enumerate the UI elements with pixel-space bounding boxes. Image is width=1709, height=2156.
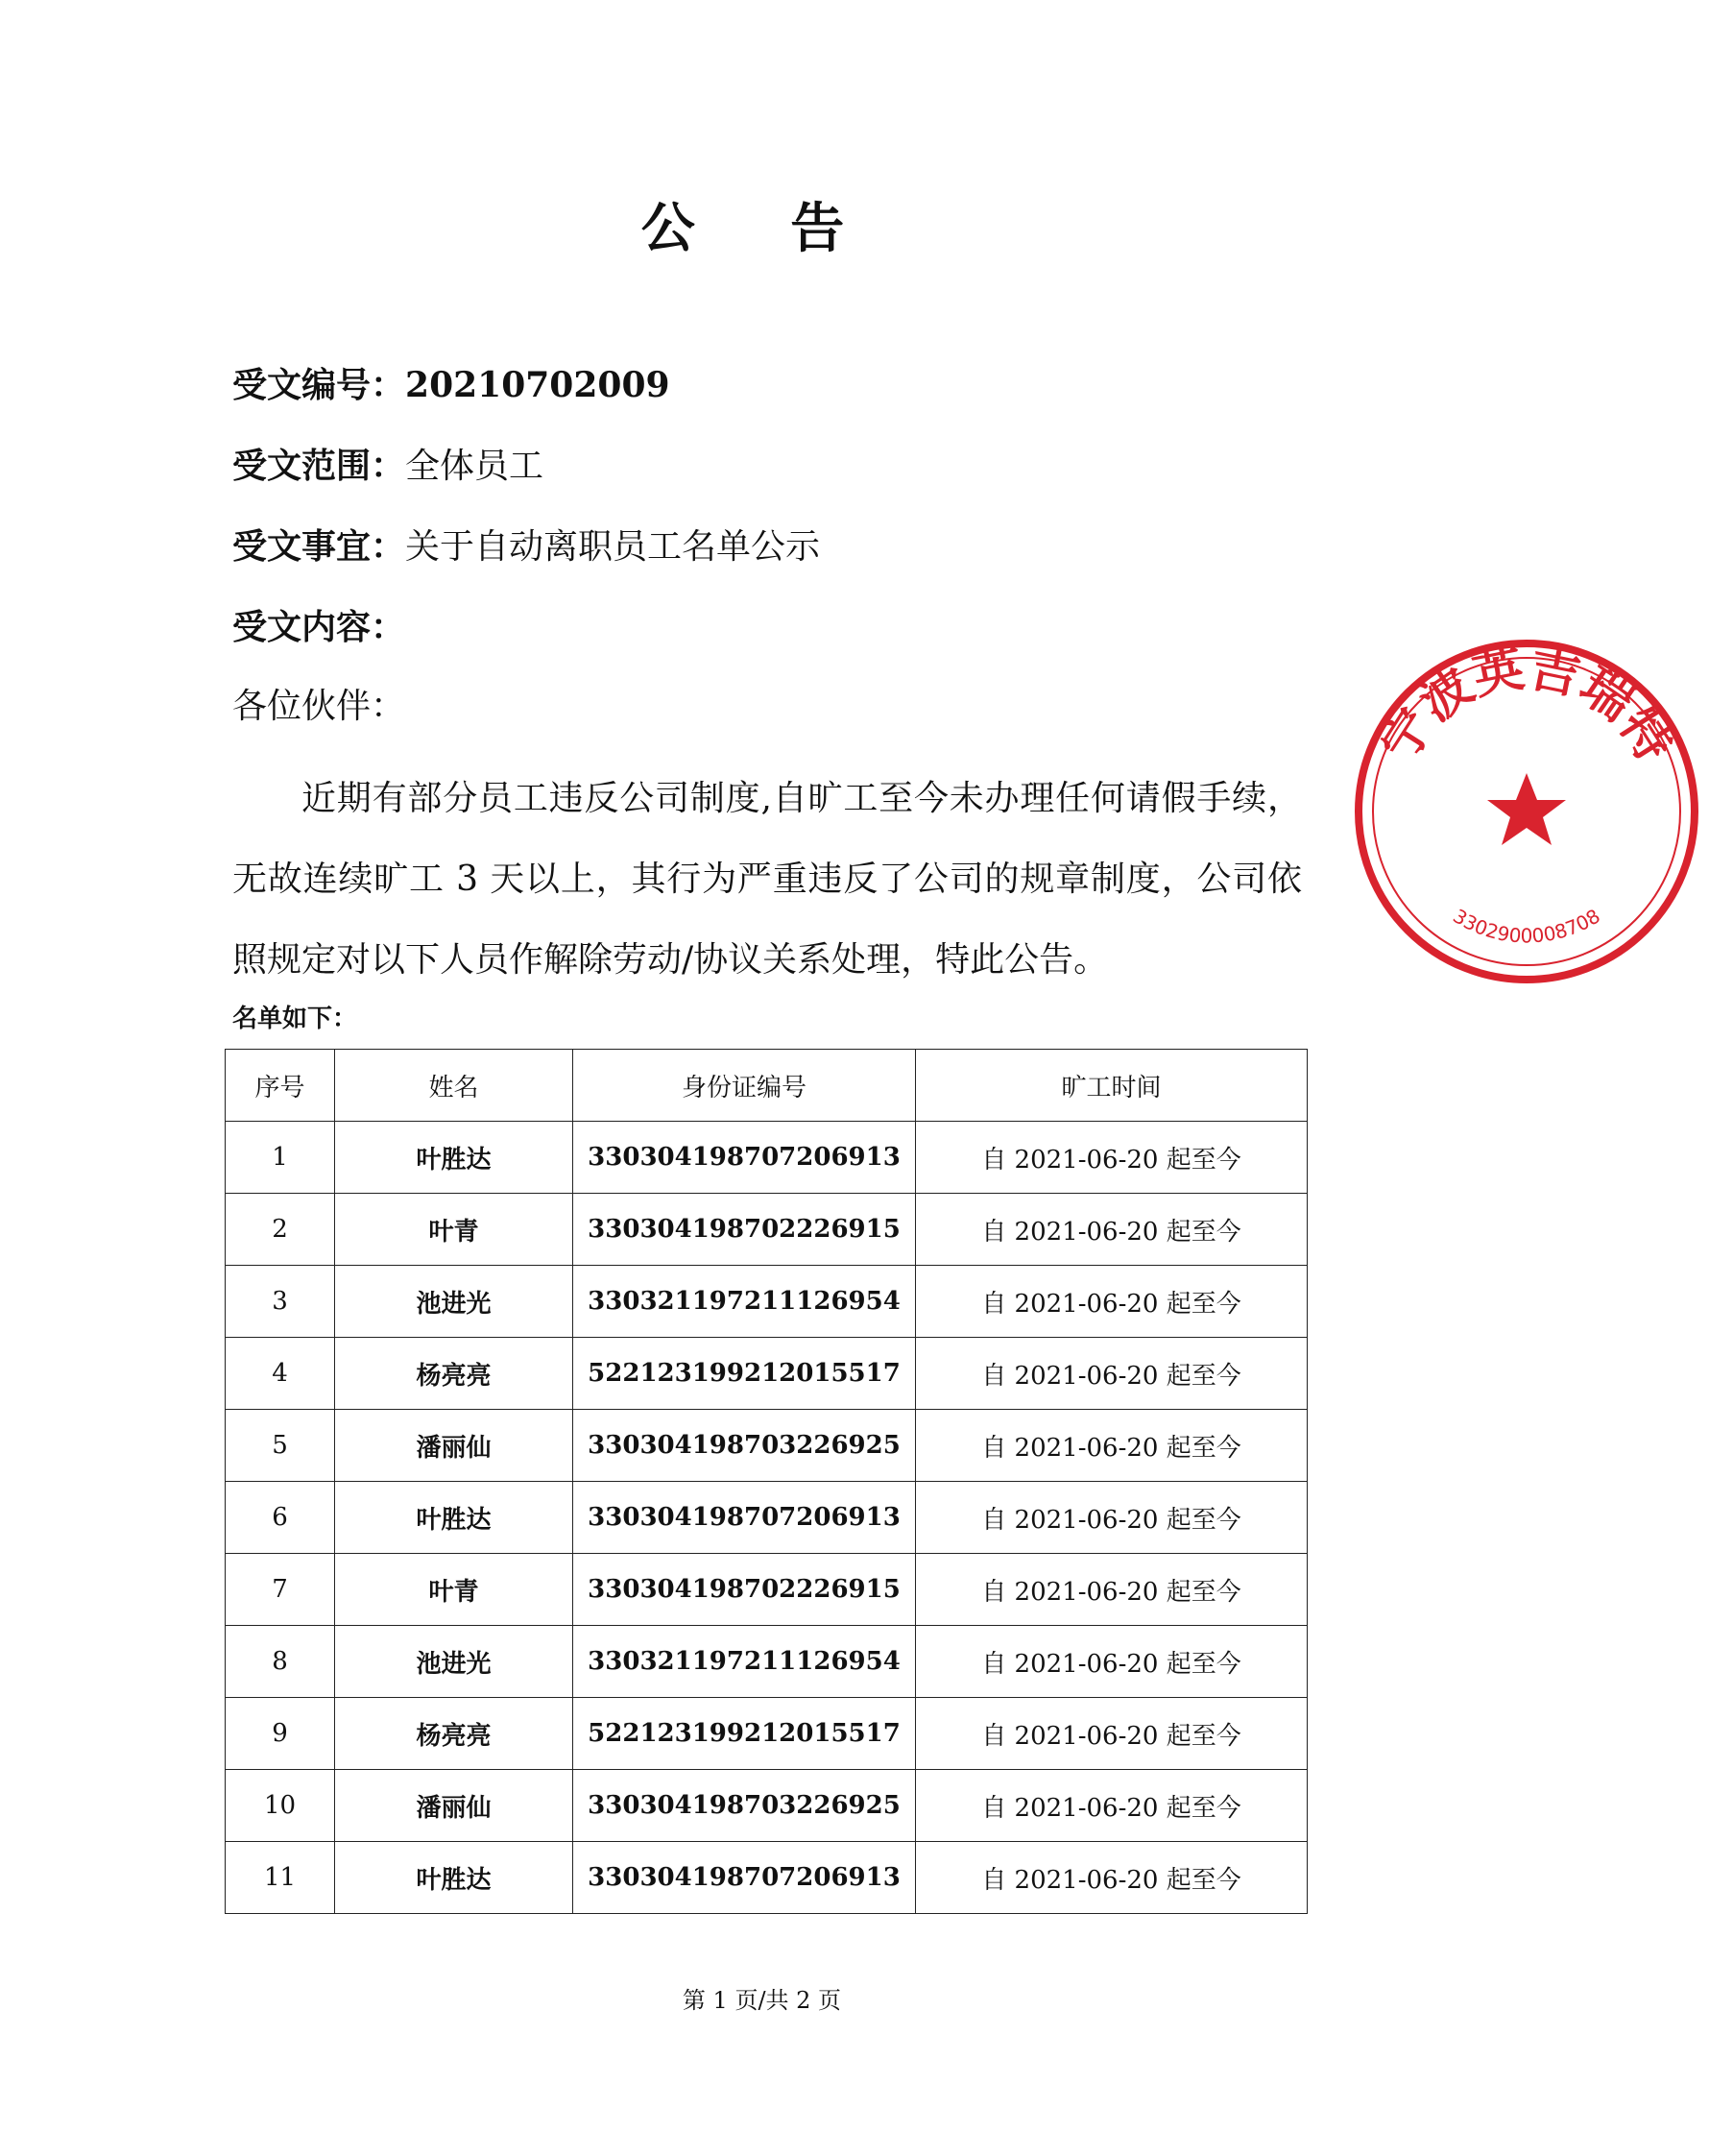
cell-id: 330304198707206913 [573, 1122, 916, 1194]
table-row [226, 1266, 1308, 1338]
header-absence: 旷工时间 [916, 1050, 1308, 1122]
cell-id: 522123199212015517 [573, 1338, 916, 1410]
notice-body: 近期有部分员工违反公司制度,自旷工至今未办理任何请假手续，无故连续旷工 3 天以上，其行为严重违反了公司的规章制度，公司依照规定对以下人员作解除劳动/协议关系处理，特此公告。 [232, 779, 1302, 980]
page-footer: 第 1 页/共 2 页 [682, 1987, 842, 2014]
cell-id: 330321197211126954 [573, 1266, 916, 1338]
cell-absence: 自 2021-06-20 起至今 [916, 1770, 1308, 1842]
field-content [232, 603, 405, 652]
seal-name: 宁波英吉瑞特 [1369, 639, 1684, 772]
cell-absence: 自 2021-06-20 起至今 [916, 1698, 1308, 1770]
cell-name: 叶胜达 [335, 1482, 573, 1554]
cell-index: 5 [226, 1410, 335, 1482]
cell-name: 潘丽仙 [335, 1770, 573, 1842]
cell-name: 叶青 [335, 1194, 573, 1266]
table-row [226, 1194, 1308, 1266]
company-seal [1344, 629, 1709, 994]
roster-body [226, 1122, 1308, 1914]
cell-index: 4 [226, 1338, 335, 1410]
list-label: 名单如下： [232, 1005, 358, 1033]
seal-star-icon [1487, 773, 1566, 845]
header-name: 姓名 [335, 1050, 573, 1122]
field-value: 关于自动离职员工名单公示 [405, 527, 821, 567]
cell-name: 潘丽仙 [335, 1410, 573, 1482]
cell-id: 330304198707206913 [573, 1842, 916, 1914]
cell-absence: 自 2021-06-20 起至今 [916, 1122, 1308, 1194]
header-index: 序号 [226, 1050, 335, 1122]
cell-name: 杨亮亮 [335, 1698, 573, 1770]
table-row [226, 1482, 1308, 1554]
cell-absence: 自 2021-06-20 起至今 [916, 1842, 1308, 1914]
table-row [226, 1554, 1308, 1626]
cell-id: 522123199212015517 [573, 1698, 916, 1770]
cell-id: 330304198703226925 [573, 1410, 916, 1482]
field-label: 受文内容： [232, 607, 406, 647]
cell-name: 叶胜达 [335, 1122, 573, 1194]
seal-number: 3302900008708 [1449, 904, 1604, 948]
cell-name: 叶胜达 [335, 1842, 573, 1914]
cell-index: 11 [226, 1842, 335, 1914]
cell-index: 7 [226, 1554, 335, 1626]
table-row [226, 1770, 1308, 1842]
cell-id: 330304198702226915 [573, 1194, 916, 1266]
table-row [226, 1338, 1308, 1410]
notice-title: 公 告 [640, 197, 883, 260]
cell-absence: 自 2021-06-20 起至今 [916, 1554, 1308, 1626]
field-label: 受文事宜： [232, 526, 406, 567]
cell-id: 330304198703226925 [573, 1770, 916, 1842]
cell-name: 池进光 [335, 1626, 573, 1698]
table-row [226, 1842, 1308, 1914]
roster-table [225, 1049, 1308, 1914]
cell-id: 330304198702226915 [573, 1554, 916, 1626]
salutation: 各位伙伴： [232, 687, 406, 726]
cell-absence: 自 2021-06-20 起至今 [916, 1266, 1308, 1338]
field-label: 受文范围： [232, 446, 406, 486]
cell-name: 杨亮亮 [335, 1338, 573, 1410]
cell-index: 2 [226, 1194, 335, 1266]
cell-index: 9 [226, 1698, 335, 1770]
field-value: 20210702009 [405, 365, 670, 405]
table-row [226, 1698, 1308, 1770]
field-subject [232, 522, 820, 571]
cell-absence: 自 2021-06-20 起至今 [916, 1410, 1308, 1482]
header-id: 身份证编号 [573, 1050, 916, 1122]
cell-index: 8 [226, 1626, 335, 1698]
table-header-row [226, 1050, 1308, 1122]
table-row [226, 1410, 1308, 1482]
field-scope [232, 442, 543, 491]
cell-absence: 自 2021-06-20 起至今 [916, 1338, 1308, 1410]
cell-index: 1 [226, 1122, 335, 1194]
cell-index: 6 [226, 1482, 335, 1554]
table-row [226, 1122, 1308, 1194]
field-doc-number [232, 361, 670, 410]
field-value: 全体员工 [405, 447, 544, 486]
cell-absence: 自 2021-06-20 起至今 [916, 1626, 1308, 1698]
cell-absence: 自 2021-06-20 起至今 [916, 1194, 1308, 1266]
cell-index: 3 [226, 1266, 335, 1338]
cell-id: 330321197211126954 [573, 1626, 916, 1698]
cell-name: 池进光 [335, 1266, 573, 1338]
field-label: 受文编号： [232, 365, 406, 405]
cell-index: 10 [226, 1770, 335, 1842]
cell-name: 叶青 [335, 1554, 573, 1626]
cell-absence: 自 2021-06-20 起至今 [916, 1482, 1308, 1554]
cell-id: 330304198707206913 [573, 1482, 916, 1554]
table-row [226, 1626, 1308, 1698]
